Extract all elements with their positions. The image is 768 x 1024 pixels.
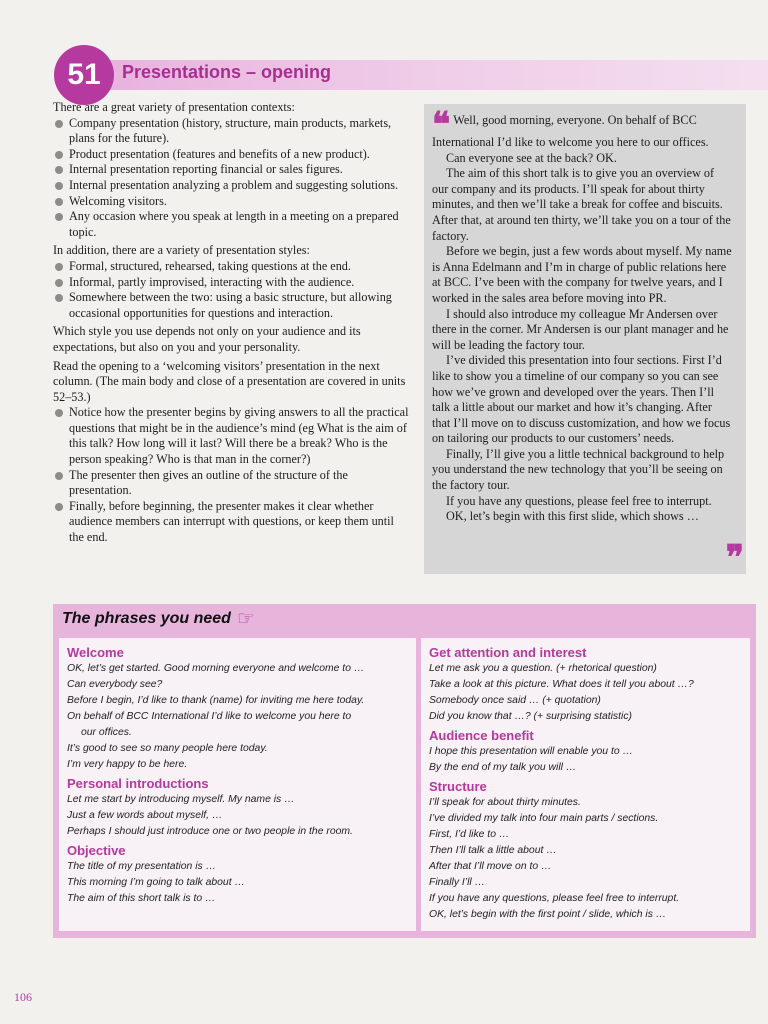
list-item: Welcoming visitors. bbox=[53, 194, 409, 210]
speech-paragraph: I should also introduce my colleague Mr Andersen over there in the corner. Mr Andersen is our plant manager and he will be leading the factory tour. bbox=[432, 306, 729, 352]
speech-paragraph: Before we begin, just a few words about myself. My name is Anna Edelmann and I’m in charge of public relations here at BCC. I’ve been with the company for twelve years, and I worked in the sales area before moving into PR. bbox=[432, 244, 732, 305]
phrase-line: I’m very happy to be here. bbox=[67, 759, 188, 770]
phrases-header bbox=[53, 604, 756, 634]
phrases-right-column bbox=[421, 638, 750, 931]
list-item: Formal, structured, rehearsed, taking questions at the end. bbox=[53, 259, 409, 275]
phrase-line: Let me ask you a question. (+ rhetorical question) bbox=[429, 663, 657, 674]
list-item: Product presentation (features and benefits of a new product). bbox=[53, 147, 409, 163]
unit-title: Presentations – opening bbox=[122, 62, 332, 82]
speech-paragraph: Can everyone see at the back? OK. bbox=[446, 150, 617, 165]
styles-intro: In addition, there are a variety of presentation styles: bbox=[53, 243, 310, 258]
phrase-line: First, I’d like to … bbox=[429, 829, 510, 840]
phrase-line: It’s good to see so many people here today. bbox=[67, 743, 268, 754]
section-heading-personal-introductions: Personal introductions bbox=[67, 776, 209, 791]
list-item: Internal presentation reporting financial or sales figures. bbox=[53, 162, 409, 178]
section-heading-attention: Get attention and interest bbox=[429, 645, 587, 660]
read-note: Read the opening to a ‘welcoming visitors’ presentation in the next column. (The main body and close of a presentation are covered in units 52–53.) bbox=[53, 358, 406, 404]
page-number: 106 bbox=[14, 990, 32, 1004]
phrase-line: The title of my presentation is … bbox=[67, 861, 216, 872]
section-heading-welcome: Welcome bbox=[67, 645, 124, 660]
speech-paragraph: ❝ Well, good morning, everyone. On behalf of BCC International I’d like to welcome you here to our offices. bbox=[432, 106, 709, 149]
section-heading-structure: Structure bbox=[429, 779, 487, 794]
phrase-line: Can everybody see? bbox=[67, 679, 163, 690]
left-column bbox=[53, 100, 409, 546]
section-heading-objective: Objective bbox=[67, 843, 126, 858]
phrases-box bbox=[53, 604, 756, 938]
phrase-line: Finally I’ll … bbox=[429, 877, 486, 888]
speech-box bbox=[424, 104, 746, 577]
phrases-title: The phrases you need bbox=[62, 610, 231, 627]
speech-paragraph: OK, let’s begin with this first slide, which shows … bbox=[446, 509, 699, 524]
section-heading-audience-benefit: Audience benefit bbox=[429, 728, 534, 743]
phrase-line: I hope this presentation will enable you to … bbox=[429, 746, 633, 757]
quote-open-icon: ❝ bbox=[432, 106, 451, 144]
notes-list bbox=[53, 405, 409, 545]
list-item: Internal presentation analyzing a problem and suggesting solutions. bbox=[53, 178, 409, 194]
phrase-line: Perhaps I should just introduce one or two people in the room. bbox=[67, 826, 353, 837]
phrase-line: Somebody once said … (+ quotation) bbox=[429, 695, 601, 706]
list-item: Company presentation (history, structure, main products, markets, plans for the future). bbox=[53, 116, 409, 147]
phrase-line: Before I begin, I’d like to thank (name) for inviting me here today. bbox=[67, 695, 365, 706]
phrase-line: Did you know that …? (+ surprising statistic) bbox=[429, 711, 632, 722]
list-item: Any occasion where you speak at length in a meeting on a prepared topic. bbox=[53, 209, 409, 240]
styles-list bbox=[53, 259, 409, 321]
phrase-line: This morning I’m going to talk about … bbox=[67, 877, 245, 888]
style-note: Which style you use depends not only on your audience and its expectations, but also on you and your personality. bbox=[53, 324, 361, 354]
phrases-left-column bbox=[59, 638, 416, 931]
speech-paragraph: I’ve divided this presentation into four sections. First I’d like to show you a timeline of our company so you can see how we’ve grown and developed over the years. Then I’ll talk a little about our market and how it’s changing. After that I’ll move on to discuss customization, and how we focus on tailoring our products to our customers’ needs. bbox=[432, 353, 731, 446]
phrase-line: I’ll speak for about thirty minutes. bbox=[429, 797, 581, 808]
list-item: Somewhere between the two: using a basic structure, but allowing occasional opportunities for questions and interaction. bbox=[53, 290, 409, 321]
list-item: Finally, before beginning, the presenter makes it clear whether audience members can interrupt with questions, or keep them until the end. bbox=[53, 499, 409, 546]
contexts-intro: There are a great variety of presentation contexts: bbox=[53, 100, 295, 114]
pointing-hand-icon: ☞ bbox=[236, 608, 255, 630]
speech-paragraph: Finally, I’ll give you a little technical background to help you understand the new technology that you’ll be seeing on the factory tour. bbox=[432, 446, 725, 493]
phrase-line: Then I’ll talk a little about … bbox=[429, 845, 557, 856]
contexts-list bbox=[53, 116, 409, 241]
list-item: Notice how the presenter begins by giving answers to all the practical questions that might be in the audience’s mind (eg What is the aim of this talk? How long will it last? Will there be a break? Who is the person speaking? Who is that man in the corner?) bbox=[53, 405, 409, 467]
phrase-line: OK, let’s begin with the first point / slide, which is … bbox=[429, 909, 667, 920]
phrase-line: The aim of this short talk is to … bbox=[67, 893, 216, 904]
list-item: The presenter then gives an outline of the structure of the presentation. bbox=[53, 468, 409, 499]
phrase-line: If you have any questions, please feel free to interrupt. bbox=[429, 893, 680, 904]
phrase-line: After that I’ll move on to … bbox=[429, 861, 552, 872]
phrase-line: Let me start by introducing myself. My name is … bbox=[67, 794, 295, 805]
quote-close-icon: ❞ bbox=[725, 539, 744, 577]
phrase-line: our offices. bbox=[81, 727, 132, 738]
phrase-line: On behalf of BCC International I’d like to welcome you here to bbox=[67, 711, 352, 722]
speech-paragraph: If you have any questions, please feel free to interrupt. bbox=[446, 493, 712, 508]
phrase-line: Just a few words about myself, … bbox=[67, 810, 223, 821]
speech-paragraph: The aim of this short talk is to give you an overview of our company and its products. I’ll speak for about thirty minutes, and then we’ll take a break for coffee and biscuits. After that, at around ten thirty, we’ll take you on a tour of the factory. bbox=[432, 166, 731, 243]
phrase-line: By the end of my talk you will … bbox=[429, 762, 577, 773]
phrase-line: OK, let’s get started. Good morning everyone and welcome to … bbox=[67, 663, 365, 674]
phrase-line: Take a look at this picture. What does it tell you about …? bbox=[429, 679, 694, 690]
phrase-line: I’ve divided my talk into four main parts / sections. bbox=[429, 813, 659, 824]
unit-number-badge: 51 bbox=[54, 45, 114, 105]
list-item: Informal, partly improvised, interacting with the audience. bbox=[53, 275, 409, 291]
